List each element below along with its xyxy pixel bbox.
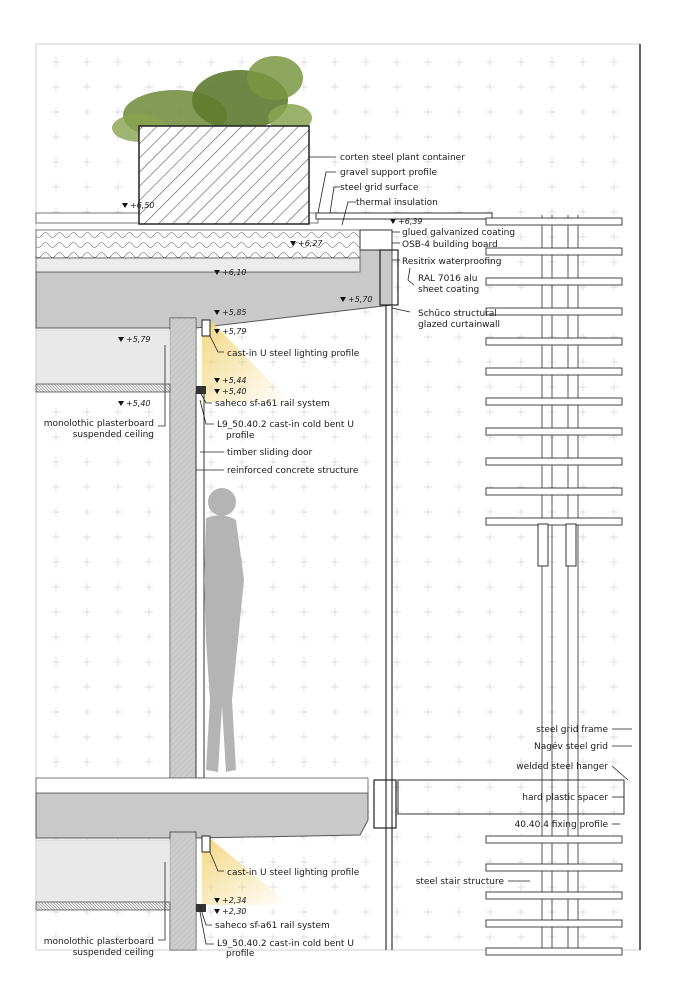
floor-finish: [36, 778, 368, 793]
label-l9-top-2: profile: [226, 431, 255, 441]
label-galvanized: glued galvanized coating: [402, 228, 516, 238]
label-steel-grid-frame: steel grid frame: [536, 725, 608, 735]
label-lighting-top: cast-in U steel lighting profile: [227, 349, 360, 359]
label-spacer: hard plastic spacer: [522, 793, 608, 803]
rail-system-top: [196, 386, 206, 394]
level-text-l610: +6,10: [222, 268, 247, 277]
level-text-l639: +6,39: [398, 217, 423, 226]
label-ceiling-top-1: monolothic plasterboard: [43, 419, 154, 429]
label-l9-bottom-2: profile: [226, 949, 255, 959]
stair-tread-4: [486, 308, 622, 315]
timber-sliding-door: [196, 392, 204, 778]
column-hatch-lower: [170, 838, 196, 950]
level-text-l540b: +5,40: [126, 399, 151, 408]
hanger-right: [566, 524, 576, 566]
stair-tread-3: [486, 278, 622, 285]
level-text-l627: +6,27: [298, 239, 323, 248]
label-nagev: Nagév steel grid: [534, 742, 608, 752]
parapet-edge: [360, 230, 392, 250]
level-text-l585: +5,85: [222, 308, 247, 317]
roof-membrane: [36, 258, 360, 272]
ceiling-bottom-void: [36, 840, 170, 902]
label-rc-structure: reinforced concrete structure: [227, 466, 359, 476]
stair-tread-1: [486, 218, 622, 225]
foliage-3: [247, 56, 303, 100]
level-triangle-l230: [214, 909, 220, 914]
label-ceiling-top-2: suspended ceiling: [72, 430, 154, 440]
level-text-l540a: +5,40: [222, 387, 247, 396]
level-text-l650: +6,50: [130, 201, 155, 210]
stair-tread-15: [486, 920, 622, 927]
label-schuco-1: Schüco structural: [418, 309, 497, 319]
level-text-l544: +5,44: [222, 376, 247, 385]
label-osb: OSB-4 building board: [402, 240, 498, 250]
stair-tread-5: [486, 338, 622, 345]
level-triangle-l540b: [118, 401, 124, 406]
label-thermal: thermal insulation: [356, 198, 438, 208]
label-steel-grid-surface: steel grid surface: [340, 183, 419, 193]
label-l9-top-1: L9_50.40.2 cast-in cold bent U: [217, 420, 354, 430]
label-gravel: gravel support profile: [340, 168, 437, 178]
column-hatch-upper: [170, 318, 196, 780]
label-ceiling-bottom-1: monolothic plasterboard: [43, 937, 154, 947]
stair-tread-7: [486, 398, 622, 405]
level-text-l230: +2,30: [222, 907, 247, 916]
stair-tread-14: [486, 892, 622, 899]
label-schuco-2: glazed curtainwall: [418, 320, 501, 330]
label-lighting-bottom: cast-in U steel lighting profile: [227, 868, 360, 878]
label-timber-door: timber sliding door: [227, 448, 313, 458]
level-text-l579b: +5,79: [222, 327, 247, 336]
level-text-l579a: +5,79: [126, 335, 151, 344]
level-text-l234: +2,34: [222, 896, 247, 905]
stair-tread-2: [486, 248, 622, 255]
label-corten: corten steel plant container: [340, 153, 465, 163]
stair-tread-6: [486, 368, 622, 375]
lighting-profile-bottom: [202, 836, 210, 852]
plant-container-group: [112, 56, 312, 224]
ceiling-top-board: [36, 384, 170, 392]
level-triangle-l650: [122, 203, 128, 208]
person-silhouette: [204, 488, 244, 772]
label-resitrix: Resitrix waterproofing: [402, 257, 502, 267]
stair-tread-10: [486, 488, 622, 495]
label-fixing: 40.40.4 fixing profile: [514, 820, 608, 830]
stair-tread-16: [486, 948, 622, 955]
label-rail-bottom: saheco sf-a61 rail system: [215, 921, 330, 931]
stair-tread-8: [486, 428, 622, 435]
label-hanger: welded steel hanger: [516, 762, 608, 772]
label-ral-2: sheet coating: [418, 285, 480, 295]
level-triangle-l639: [390, 219, 396, 224]
lighting-profile-top: [202, 320, 210, 336]
stair-tread-12: [486, 836, 622, 843]
stair-tread-9: [486, 458, 622, 465]
label-stair: steel stair structure: [415, 877, 504, 887]
label-rail-top: saheco sf-a61 rail system: [215, 399, 330, 409]
stair-tread-13: [486, 864, 622, 871]
lower-slab: [36, 793, 368, 838]
ceiling-bottom-board: [36, 902, 170, 910]
curtain-wall: [374, 250, 398, 950]
plant-container: [139, 126, 309, 224]
hanger-left: [538, 524, 548, 566]
label-l9-bottom-1: L9_50.40.2 cast-in cold bent U: [217, 939, 354, 949]
level-text-l570: +5,70: [348, 295, 373, 304]
label-ral-1: RAL 7016 alu: [418, 274, 478, 284]
stair-tread-11: [486, 518, 622, 525]
label-ceiling-bottom-2: suspended ceiling: [72, 948, 154, 958]
